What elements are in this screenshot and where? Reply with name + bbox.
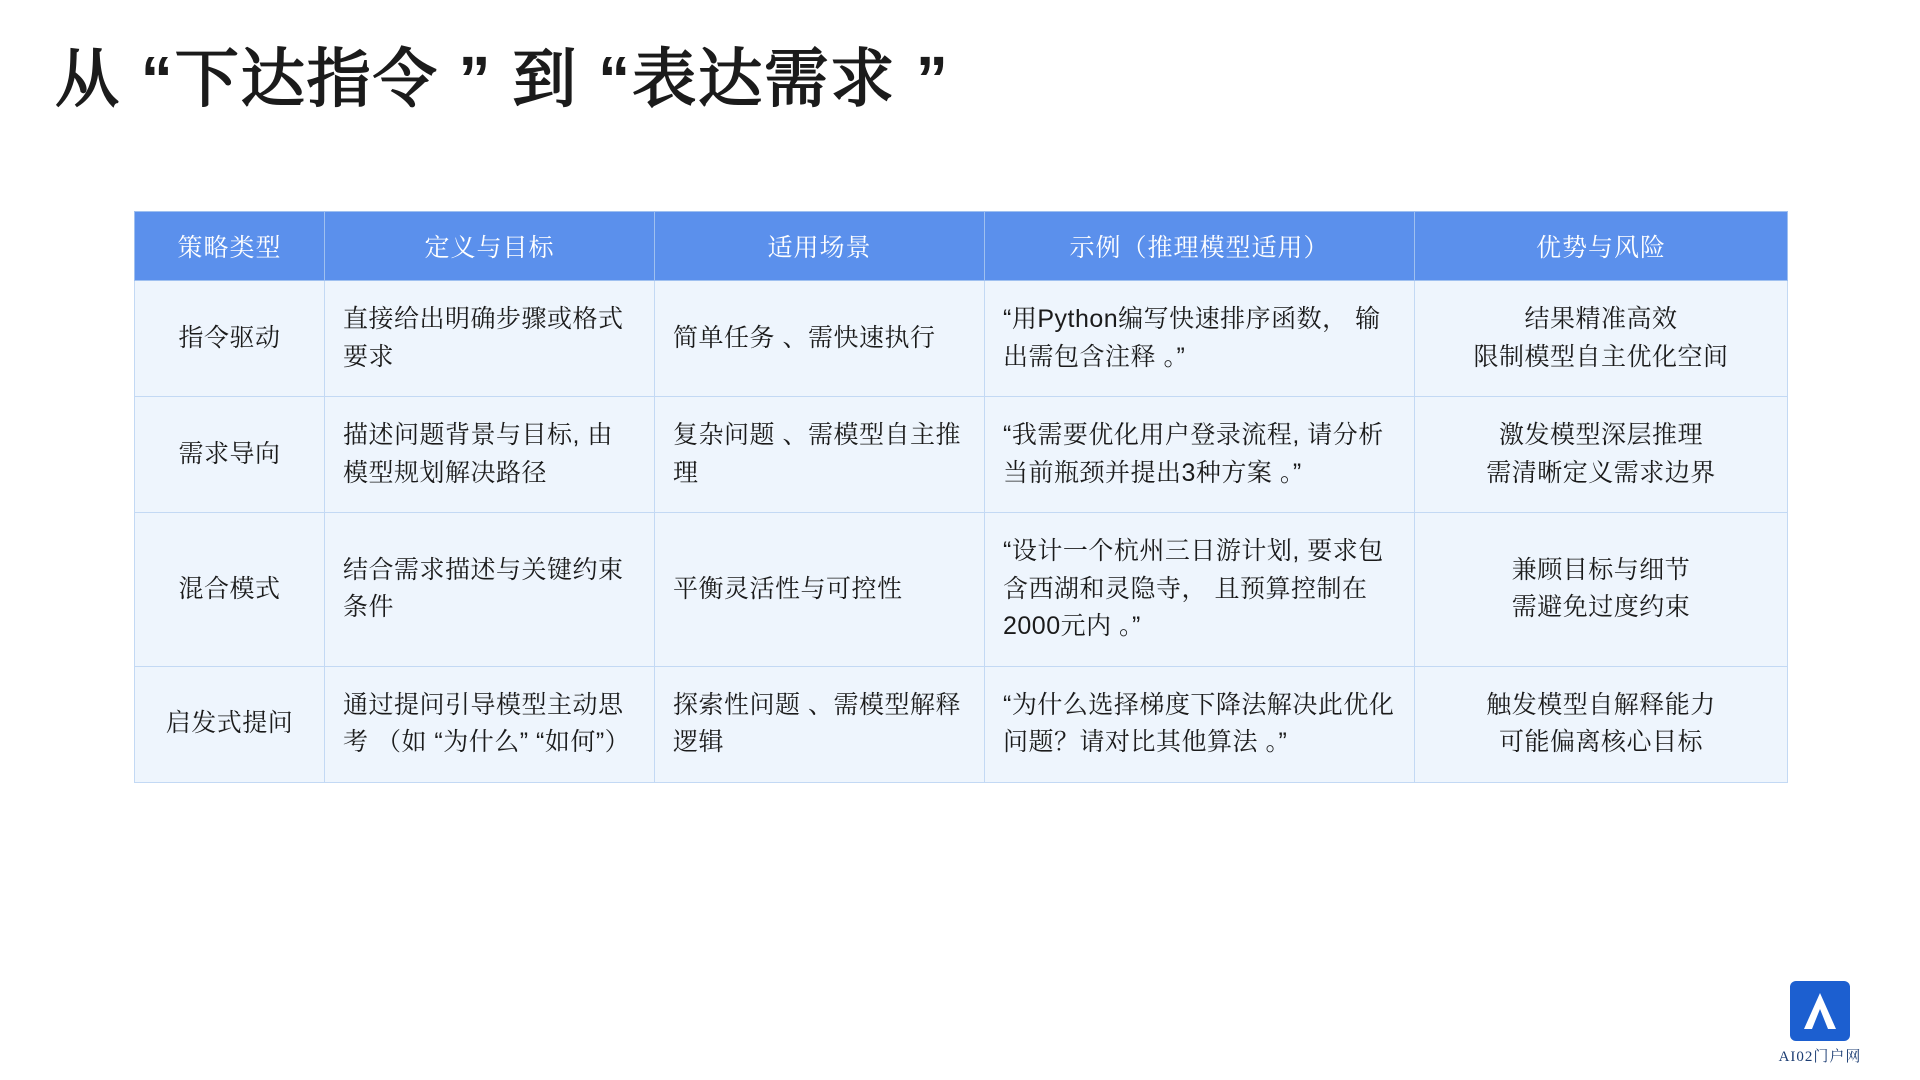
cell-type: 指令驱动	[135, 281, 325, 397]
column-header-scenario: 适用场景	[655, 212, 985, 281]
cell-scenario: 复杂问题 、需模型自主推理	[655, 397, 985, 513]
cell-type: 混合模式	[135, 513, 325, 667]
cell-pros-cons: 兼顾目标与细节 需避免过度约束	[1415, 513, 1788, 667]
cell-scenario: 平衡灵活性与可控性	[655, 513, 985, 667]
cell-example: “用Python编写快速排序函数， 输出需包含注释 。”	[985, 281, 1415, 397]
column-header-example: 示例（推理模型适用）	[985, 212, 1415, 281]
table-row	[135, 281, 1788, 397]
strategy-table	[134, 211, 1788, 783]
cell-scenario: 简单任务 、需快速执行	[655, 281, 985, 397]
cell-pros-cons: 触发模型自解释能力 可能偏离核心目标	[1415, 666, 1788, 782]
column-header-pros-cons: 优势与风险	[1415, 212, 1788, 281]
logo-icon	[1788, 979, 1852, 1043]
column-header-definition: 定义与目标	[325, 212, 655, 281]
column-header-type: 策略类型	[135, 212, 325, 281]
strategy-table-container	[134, 211, 1787, 783]
cell-type: 启发式提问	[135, 666, 325, 782]
table-row	[135, 513, 1788, 667]
brand-label: AI02门户网	[1778, 1049, 1862, 1065]
cell-pros-cons: 激发模型深层推理 需清晰定义需求边界	[1415, 397, 1788, 513]
brand-watermark	[1760, 979, 1880, 1066]
table-row	[135, 666, 1788, 782]
cell-scenario: 探索性问题 、需模型解释逻辑	[655, 666, 985, 782]
table-row	[135, 397, 1788, 513]
cell-definition: 描述问题背景与目标, 由模型规划解决路径	[325, 397, 655, 513]
cell-definition: 直接给出明确步骤或格式要求	[325, 281, 655, 397]
page-title: 从 “下达指令 ” 到 “表达需求 ”	[55, 43, 950, 115]
cell-example: “我需要优化用户登录流程, 请分析当前瓶颈并提出3种方案 。”	[985, 397, 1415, 513]
cell-definition: 通过提问引导模型主动思考 （如 “为什么” “如何”）	[325, 666, 655, 782]
cell-example: “为什么选择梯度下降法解决此优化问题？请对比其他算法 。”	[985, 666, 1415, 782]
cell-pros-cons: 结果精准高效 限制模型自主优化空间	[1415, 281, 1788, 397]
cell-type: 需求导向	[135, 397, 325, 513]
cell-example: “设计一个杭州三日游计划, 要求包含西湖和灵隐寺， 且预算控制在2000元内 。”	[985, 513, 1415, 667]
cell-definition: 结合需求描述与关键约束条件	[325, 513, 655, 667]
table-header-row	[135, 212, 1788, 281]
